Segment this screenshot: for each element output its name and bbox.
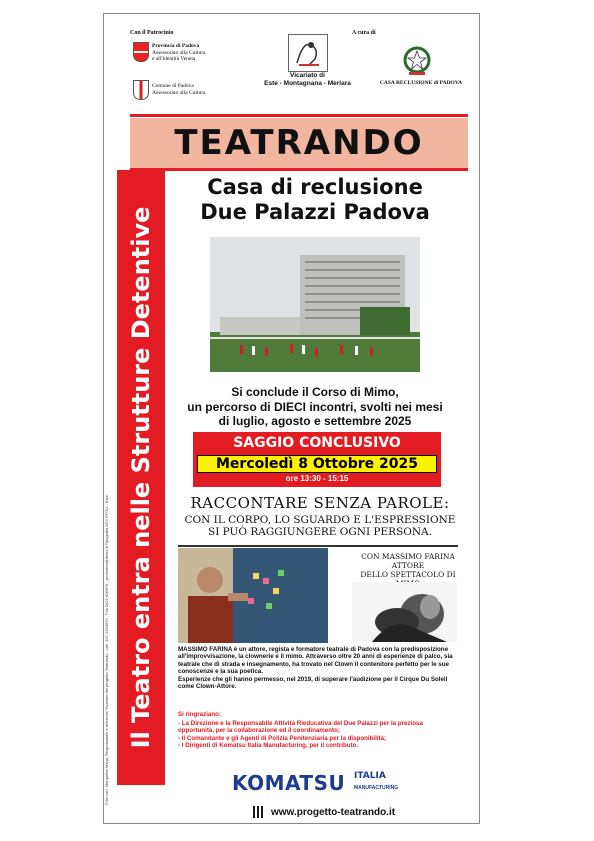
bio-p1: MASSIMO FARINA è un attore, regista e formatore teatrale di Padova con la predisposizione all'improvvisazione, la clownerie e il mimo. Attraverso oltre 20 anni di esperienze di palco, sia teatrale che di strada e insegnamento, ha trovato nel Clown il contenitore perfetto per le sue conoscenze e la sua poetica.	[178, 646, 453, 676]
show-sub1: CON IL CORPO, LO SGUARDO E L'ESPRESSIONE	[184, 514, 456, 526]
page-title: TEATRANDO	[174, 123, 424, 163]
prison-photo	[210, 237, 420, 372]
venue-heading	[170, 175, 460, 225]
provincia-block	[152, 43, 205, 63]
side-title: Il Teatro entra nelle Strutture Detentive	[127, 206, 155, 749]
vicariato-line2: Este - Montagnana - Merlara	[264, 80, 351, 87]
vicariato-line1: Vicariato di	[290, 72, 325, 79]
intro-line3: di luglio, agosto e settembre 2025	[218, 414, 412, 428]
komatsu-sub: ITALIA	[354, 771, 386, 781]
vicariato-logo-icon	[288, 34, 328, 72]
event-time: ore 13:30 - 15:15	[285, 474, 349, 483]
thanks-title: Si ringraziano:	[178, 711, 221, 718]
patrocinio-label: Con il Patrocinio	[130, 30, 174, 36]
event-date: Mercoledì 8 Ottobre 2025	[215, 456, 418, 472]
thanks-item: - La Direzione e la Responsabile Attività Rieducativa del Due Palazzi per la preziosa opportunità, per la collaborazione ed il coordinamento;	[178, 720, 423, 735]
comune-block	[152, 83, 205, 96]
komatsu-sub2: MANUFACTURING	[354, 785, 399, 791]
comune-sub: Assessorato alla Cultura	[152, 89, 206, 96]
casa-label: CASA RECLUSIONE di PADOVA	[379, 80, 463, 86]
venue-line1: Casa di reclusione	[207, 175, 423, 199]
show-subtitle	[175, 514, 465, 538]
actor-photo-left	[178, 548, 328, 643]
intro-text	[170, 385, 460, 429]
provincia-name: Provincia di Padova	[152, 43, 200, 49]
vicariato-block	[255, 72, 360, 88]
provincia-sub1: Assessorato alla Cultura	[152, 49, 206, 56]
intro-line2: un percorso di DIECI incontri, svolti nei mesi	[187, 399, 443, 414]
a-cura-label: A cura di	[352, 30, 376, 36]
title-rule	[130, 114, 468, 117]
republic-emblem-icon	[403, 46, 431, 76]
comune-name: Comune di Padova	[152, 83, 194, 89]
side-credits: Foto cdo: Marquette Maria, Responsabile e referente Vicariato del progetto Teatrando - cell. 347 2394979 - Fax 0429 606876 - promotea@libero.it Tipografia AP3 RTGU - Este	[104, 495, 109, 805]
qr-code-icon	[253, 806, 265, 818]
with-line1: CON MASSIMO FARINA ATTORE	[361, 552, 455, 570]
comune-crest-icon	[133, 80, 149, 100]
show-sub2: SI PUÒ RAGGIUNGERE OGNI PERSONA.	[208, 526, 432, 538]
show-title: RACCONTARE SENZA PAROLE:	[190, 494, 450, 512]
thanks-list	[178, 720, 460, 750]
title-rule-bottom	[130, 168, 468, 171]
thanks-item: - I Dirigenti di Komatsu Italia Manufacturing, per il contributo.	[178, 742, 359, 750]
event-label: SAGGIO CONCLUSIVO	[233, 435, 401, 451]
with-line2: DELLO SPETTACOLO DI	[360, 570, 456, 579]
bio-text	[178, 646, 460, 690]
actor-photo-right	[352, 582, 457, 642]
komatsu-logo: KOMATSU	[232, 771, 346, 795]
venue-line2: Due Palazzi Padova	[200, 200, 430, 224]
provincia-crest-icon	[133, 42, 149, 62]
intro-line1: Si conclude il Corso di Mimo,	[231, 385, 399, 399]
website-link[interactable]: www.progetto-teatrando.it	[271, 807, 396, 818]
show-rule	[178, 545, 458, 547]
bio-p2: Esperienze che gli hanno permesso, nel 2019, di superare l'audizione per il Cirque Du Soleil come Clown-Attore.	[178, 675, 448, 691]
thanks-item: - Il Comandante e gli Agenti di Polizia Penitenziaria per la disponibilità;	[178, 734, 387, 742]
provincia-sub2: e all'Identità Veneta	[152, 56, 196, 62]
